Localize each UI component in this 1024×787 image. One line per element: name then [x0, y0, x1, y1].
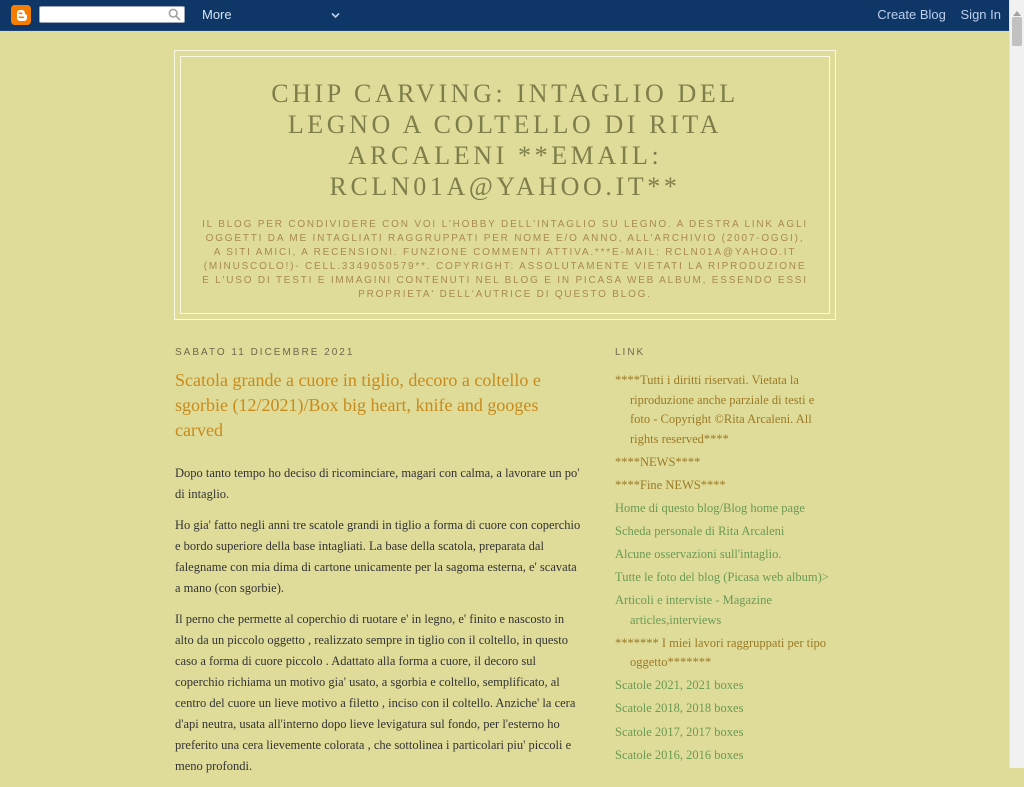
sidebar-link-profile[interactable]: Scheda personale di Rita Arcaleni [615, 523, 785, 538]
scrollbar-thumb[interactable] [1012, 17, 1022, 46]
post-date: SABATO 11 DICEMBRE 2021 [175, 347, 355, 358]
sidebar-link-boxes-2017[interactable]: Scatole 2017, 2017 boxes [615, 724, 744, 739]
blog-header-inner [180, 56, 830, 314]
blog-description: IL BLOG PER CONDIVIDERE CON VOI L'HOBBY DELL'INTAGLIO SU LEGNO. A DESTRA LINK AGLI OGGETTI DA ME INTAGLIATI RAGGRUPPATI PER NOME E/O ANNO, ALL'ARCHIVIO (2007-OGGI), A SITI AMICI, A RECENSIONI. FUNZIONE COMMENTI ATTIVA.***E-MAIL: RCLN01A@YAHOO.IT (MINUSCOLO!)- CELL.3349050579**. COPYRIGHT: ASSOLUTAMENTE VIETATI LA RIPRODUZIONE E L'USO DI TESTI E IMMAGINI CONTENUTI NEL BLOG E IN PICASA WEB ALBUM, ESSENDO ESSI PROPRIETA' DELL'AUTRICE DI QUESTO BLOG. [202, 219, 808, 300]
blogger-logo-icon[interactable] [11, 5, 31, 25]
sidebar-link-photos[interactable]: Tutte le foto del blog (Picasa web album)> [615, 570, 829, 585]
post-paragraph: Il perno che permette al coperchio di ruotare e' in legno, e' finito e nascosto in alto da un piccolo oggetto , realizzato sempre in tiglio con il coltello, in questo caso a forma di cuore piccolo . Adattato alla forma a cuore, il decoro sul coperchio richiama un motivo gia' usato, a sgorbia e coltello, semplificato, al centro del cuore un lieve motivo a filetto , inciso con il coltello. Anziche' la cera d'api neutra, usata all'interno dopo lieve levigatura sul fondo, per l'esterno ho preferito una cera lievemente colorata , che sottolinea i particolari piu' piccoli e meno profondi. [175, 612, 576, 773]
sidebar-link-boxes-2021[interactable]: Scatole 2021, 2021 boxes [615, 678, 744, 693]
search-icon[interactable] [168, 8, 181, 26]
sidebar-link-home[interactable]: Home di questo blog/Blog home page [615, 500, 805, 515]
sidebar-link-observations[interactable]: Alcune osservazioni sull'intaglio. [615, 546, 782, 561]
sidebar-link-boxes-2018[interactable]: Scatole 2018, 2018 boxes [615, 701, 744, 716]
blog-header [174, 50, 836, 320]
chevron-down-icon[interactable] [330, 8, 341, 26]
sign-in-link[interactable]: Sign In [960, 7, 1001, 22]
sidebar-heading-link: LINK [615, 347, 646, 358]
sidebar-link-boxes-2016[interactable]: Scatole 2016, 2016 boxes [615, 747, 744, 762]
create-blog-link[interactable]: Create Blog [877, 7, 946, 22]
sidebar-link-articles[interactable]: Articoli e interviste - Magazine articles,interviews [615, 593, 772, 627]
more-menu-button[interactable]: More [202, 7, 232, 22]
sidebar [615, 340, 835, 769]
post-paragraph: Dopo tanto tempo ho deciso di ricominciare, magari con calma, a lavorare un po' di intaglio. [175, 466, 580, 501]
blogger-navbar [0, 0, 1024, 31]
sidebar-link-news[interactable]: ****NEWS**** [615, 454, 701, 469]
post-paragraph: Ho gia' fatto negli anni tre scatole grandi in tiglio a forma di cuore con coperchio e bordo superiore della base intagliati. La base della scatola, preparata dal falegname con mia dima di cartone unicamente per la sagoma esterna, e' scavata a mano (con sgorbie). [175, 518, 581, 595]
post-body [175, 463, 585, 777]
sidebar-link-fine-news[interactable]: ****Fine NEWS**** [615, 477, 726, 492]
blog-title[interactable]: CHIP CARVING: INTAGLIO DEL LEGNO A COLTELLO DI RITA ARCALENI **EMAIL: RCLN01A@YAHOO.IT** [271, 79, 739, 201]
page-scrollbar[interactable] [1009, 0, 1024, 768]
main-column [175, 340, 585, 787]
navbar-actions [866, 7, 1001, 22]
sidebar-link-list [615, 371, 835, 765]
sidebar-link-copyright[interactable]: ****Tutti i diritti riservati. Vietata la riproduzione anche parziale di testi e foto - Copyright ©Rita Arcaleni. All rights reserved**** [615, 373, 815, 446]
sidebar-link-works-by-type[interactable]: ******* I miei lavori raggruppati per tipo oggetto******* [615, 635, 827, 670]
search-input[interactable] [39, 6, 185, 23]
post-title[interactable]: Scatola grande a cuore in tiglio, decoro a coltello e sgorbie (12/2021)/Box big heart, knife and googes carved [175, 370, 541, 440]
